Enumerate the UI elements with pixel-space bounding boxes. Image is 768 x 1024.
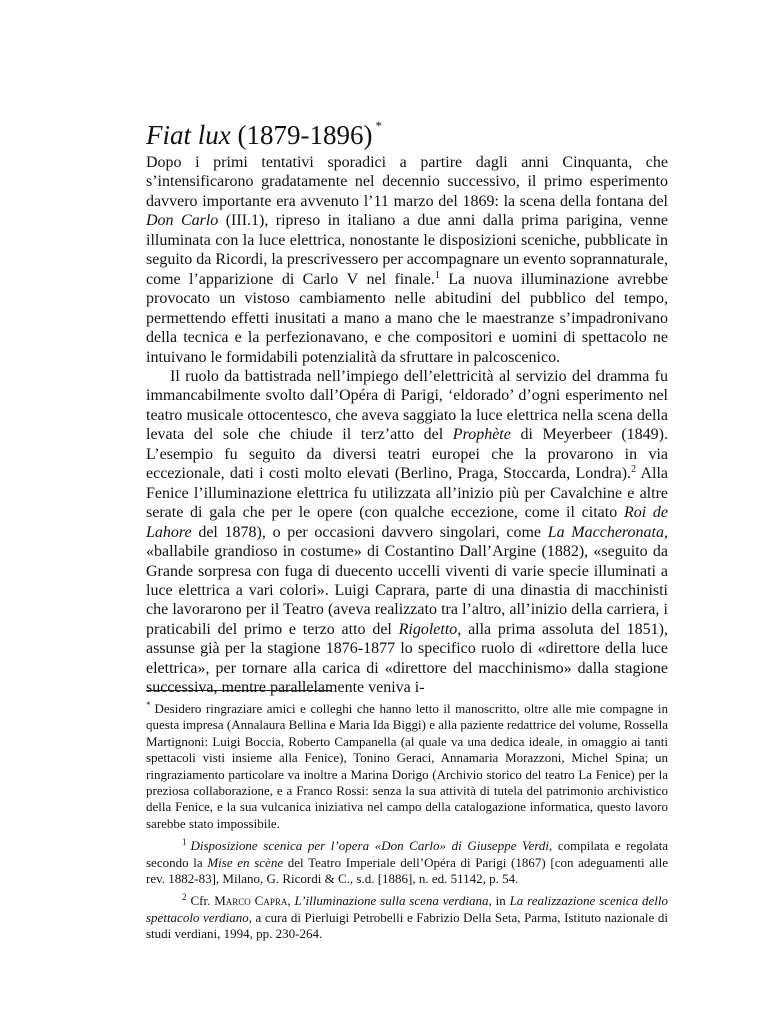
act-numeral: III — [231, 212, 248, 230]
italic-title-rigoletto: Rigoletto — [398, 620, 458, 638]
footnote-2-mark: 2 — [182, 892, 187, 903]
text-run: del 1878), o per occasioni davvero singolari, come — [191, 523, 548, 541]
footnote-ref-2: 2 — [631, 464, 637, 476]
text-run: .1), ripreso in italiano a due anni dalla prima parigina, venne illuminata con la luce elettrica, nonostante le disposizioni sceniche, pubblicate in seguito da Ricordi, la prescrivessero per accompagnare un evento soprannaturale, come l’apparizione di Carlo — [146, 212, 669, 288]
footnote-star — [146, 697, 668, 832]
footnote-1-mark: 1 — [182, 837, 187, 848]
italic-text: Disposizione scenica per l’opera «Don Carlo» di Giuseppe Verdi — [190, 838, 550, 854]
text-run: di Meyerbeer (1849). L’esempio fu seguito da diversi teatri europei che la provarono in via eccezionale, dati i costi molto elevati (Berlino, Praga, Stoccarda, Londra). — [146, 426, 669, 483]
text-run: Alla Fenice l’illuminazione elettrica fu utilizzata all’inizio più per Cavalchine e altre serate di gala che per le opere (con qualche eccezione, come il citato — [146, 465, 668, 522]
italic-title-roi-de-lahore: Roi de Lahore — [146, 504, 669, 541]
chapter-title-footnote-mark: * — [375, 118, 382, 133]
author-name: Marco Capra — [214, 893, 288, 909]
roman-numeral: V — [346, 270, 359, 288]
chapter-title-years: (1879-1896) — [237, 120, 373, 150]
text-run: nel finale. — [358, 270, 435, 288]
italic-title-prophete: Prophète — [452, 426, 511, 444]
italic-title-don-carlo: Don Carlo — [146, 212, 219, 230]
italic-text: La realizzazione scenica dello spettacolo verdiano — [146, 893, 668, 925]
footnote-star-mark: * — [146, 700, 151, 710]
chapter-title-main: Fiat lux — [146, 120, 231, 150]
footnote-2 — [146, 889, 668, 942]
text-run: ( — [218, 212, 232, 230]
paragraph-1 — [146, 153, 668, 367]
italic-text: L’illuminazione sulla scena verdiana — [294, 893, 489, 909]
footnotes — [146, 697, 668, 943]
text-run: Dopo i primi tentativi sporadici a partire dagli anni Cinquanta, che s’intensificarono gradatamente nel decennio successivo, il primo esperimento davvero importante era avvenuto l’11 marzo del 1869: la scena della fontana del — [146, 154, 668, 210]
body-text — [146, 153, 668, 698]
italic-text: Mise en scène — [207, 854, 284, 870]
footnote-1 — [146, 834, 668, 887]
text-run: , — [287, 893, 295, 909]
text-run: , a cura di Pierluigi Petrobelli e Fabrizio Della Seta, Parma, Istituto nazionale di studi verdiani, 1994, pp. 230-264. — [146, 909, 668, 942]
text-run: del Teatro Imperiale dell’Opéra di Parigi (1867) [con adeguamenti alle rev. 1882-83], Milano, G. Ricordi & C., s.d. [1886], n. ed. 51142, p. 54. — [146, 854, 668, 887]
text-run: , in — [488, 893, 510, 909]
paragraph-2 — [146, 367, 668, 698]
footnote-divider — [146, 690, 331, 691]
footnote-star-text: Desidero ringraziare amici e colleghi che hanno letto il manoscritto, oltre alle mie compagne in questa impresa (Annalaura Bellina e Maria Ida Biggi) e alla paziente redattrice del volume, Rossella Martignoni: Luigi Boccia, Roberto Campanella (al quale va una dedica ideale, in omaggio ai tanti spettacoli visti insieme alla Fenice), Tonino Geraci, Annamaria Morazzoni, Michel Spina; un ringraziamento particolare va inoltre a Marina Dorigo (Archivio storico del teatro La Fenice) per la preziosa collaborazione, e a Franco Rossi: senza la sua attività di tutela del patrimonio archivistico della Fenice, e la sua vulcanica iniziativa nel campo della catalogazione informatica, questo lavoro sarebbe stato impossibile. — [146, 701, 668, 831]
footnote-ref-1: 1 — [434, 269, 440, 281]
text-run: , alla prima assoluta del 1851), assunse già per la stagione 1876-1877 lo specifico ruolo di «direttore della luce elettrica», per tornare alla carica di «direttore del macchinismo» dalla stagione successiva, mentre parallelamente veniva i- — [146, 620, 668, 697]
text-run: , «ballabile grandioso in costume» di Costantino Dall’Argine (1882), «seguito da Grande sorpresa con fuga di duecento uccelli viventi di varie specie illuminati a luce elettrica a vari colori». Luigi Caprara, parte di una dinastia di macchinisti che lavorarono per il Teatro (aveva realizzato tra l’altro, all’inizio della carriera, i praticabili del primo e terzo atto del — [146, 523, 668, 638]
text-run: Cfr. — [190, 893, 215, 909]
chapter-title — [146, 110, 382, 151]
text-run: Il ruolo da battistrada nell’impiego dell’elettricità al servizio del dramma fu immancabilmente svolto dall’Opéra di Parigi, ‘eldorado’ d’ogni esperimento nel teatro musicale ottocentesco, che aveva saggiato la luce elettrica nella scena della levata del sole che chiude il terz’atto del — [146, 367, 668, 444]
text-run: La nuova illuminazione avrebbe provocato un vistoso cambiamento nelle abitudini del pubblico del tempo, permettendo effetti inusitati a mano a mano che le maestranze s’impadronivano della tecnica e la perfezionavano, e che compositori e uomini di spettacolo ne intuivano le formidabili potenzialità da sfruttare in palcoscenico. — [146, 270, 668, 366]
text-run: , compilata e regolata secondo la — [146, 838, 668, 870]
italic-title-maccheronata: La Maccheronata — [547, 523, 664, 541]
